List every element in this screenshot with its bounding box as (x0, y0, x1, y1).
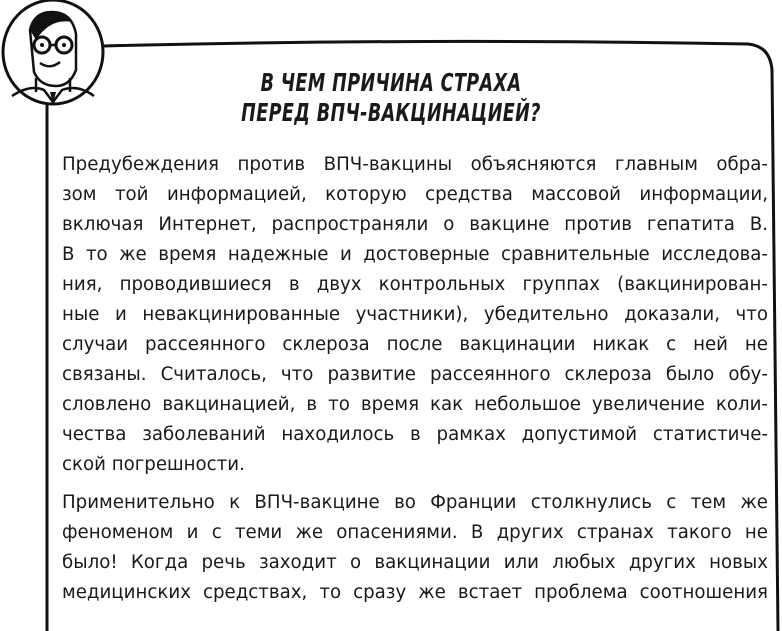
text-line: Предубеждения против ВПЧ-вакцины объясняются главным обра- (62, 154, 768, 175)
text-line: Применительно к ВПЧ-вакцине во Франции столкнулись с тем же (62, 492, 768, 513)
text-line: ской погрешности. (62, 454, 245, 475)
text-line: случаи рассеянного склероза после вакцинации никак с ней не (62, 334, 768, 355)
text-line: медицинских средствах, то сразу же встает проблема соотношения (62, 582, 768, 603)
section-title (86, 68, 696, 128)
text-line: было! Когда речь заходит о вакцинации или любых других новых (62, 552, 768, 573)
text-line: связаны. Считалось, что развитие рассеянного склероза было обу- (62, 364, 768, 385)
text-line: словлено вакцинацией, в то время как небольшое увеличение коли- (62, 394, 768, 415)
text-line: ния, проводившиеся в двух контрольных группах (вакцинирован- (62, 274, 768, 295)
paragraph-2 (62, 488, 768, 608)
text-line: ные и невакцинированные участники), убедительно доказали, что (62, 304, 768, 325)
paragraph-1 (62, 150, 768, 480)
title-line-2: ПЕРЕД ВПЧ-ВАКЦИНАЦИЕЙ? (241, 98, 541, 127)
title-line-1: В ЧЕМ ПРИЧИНА СТРАХА (260, 68, 522, 97)
text-line: включая Интернет, распространяли о вакцине против гепатита В. (62, 214, 768, 235)
text-line: феноменом и с теми же опасениями. В других странах такого не (62, 522, 768, 543)
text-line: В то же время надежные и достоверные сравнительные исследова- (62, 244, 768, 265)
text-line: чества заболеваний находилось в рамках допустимой статистиче- (62, 424, 768, 445)
text-line: зом той информацией, которую средства массовой информации, (62, 184, 768, 205)
